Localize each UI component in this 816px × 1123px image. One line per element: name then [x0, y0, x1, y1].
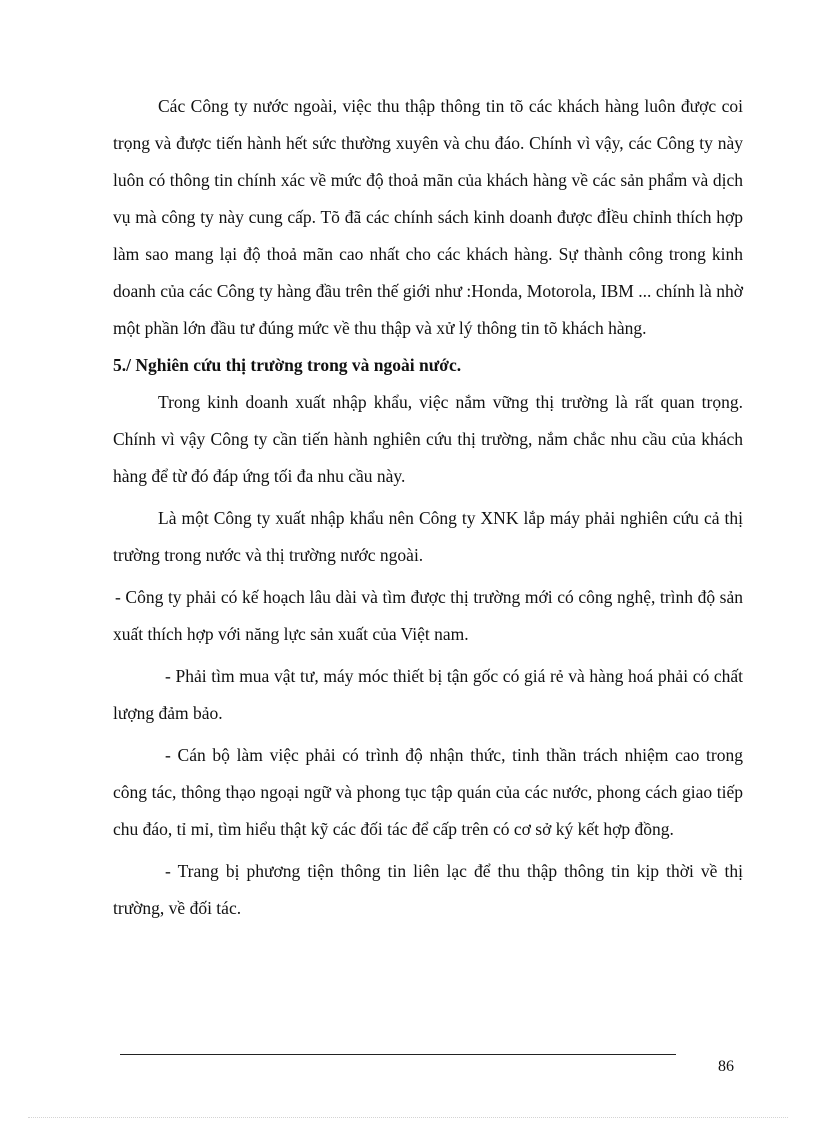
- bullet-long-term-plan: - Công ty phải có kế hoạch lâu dài và tìm được thị trường mới có công nghệ, trình độ sản xuất thích hợp với năng lực sản xuất của Việt nam.: [113, 587, 743, 644]
- page-bottom-border: [28, 1117, 788, 1118]
- bullet-communication-equipment: - Trang bị phương tiện thông tin liên lạc để thu thập thông tin kịp thời về thị trường, về đối tác.: [113, 861, 743, 918]
- paragraph-market-research: Trong kinh doanh xuất nhập khẩu, việc nắm vững thị trường là rất quan trọng. Chính vì vậy Công ty cần tiến hành nghiên cứu thị trường, nắm chắc nhu cầu của khách hàng để từ đó đáp ứng tối đa nhu cầu này.: [113, 392, 743, 486]
- paragraph-domestic-foreign: Là một Công ty xuất nhập khẩu nên Công ty XNK lắp máy phải nghiên cứu cả thị trường trong nước và thị trường nước ngoài.: [113, 508, 743, 565]
- page-number: 86: [718, 1058, 734, 1075]
- page-content: [113, 88, 743, 927]
- section-heading: 5./ Nghiên cứu thị trường trong và ngoài nước.: [113, 355, 462, 375]
- bullet-buy-materials: - Phải tìm mua vật tư, máy móc thiết bị tận gốc có giá rẻ và hàng hoá phải có chất lượng đảm bảo.: [113, 666, 743, 723]
- paragraph-foreign-companies: Các Công ty nước ngoài, việc thu thập thông tin tõ các khách hàng luôn được coi trọng và được tiến hành hết sức thường xuyên và chu đáo. Chính vì vậy, các Công ty này luôn có thông tin chính xác về mức độ thoả mãn của khách hàng về các sản phẩm và dịch vụ mà công ty này cung cấp. Tõ đã các chính sách kinh doanh được đİều chỉnh thích hợp làm sao mang lại độ thoả mãn cao nhất cho các khách hàng. Sự thành công trong kinh doanh của các Công ty hàng đầu trên thế giới như :Honda, Motorola, IBM ... chính là nhờ một phần lớn đầu tư đúng mức về thu thập và xử lý thông tin tõ khách hàng.: [113, 96, 743, 338]
- footer-divider: [120, 1054, 676, 1055]
- bullet-staff-qualification: - Cán bộ làm việc phải có trình độ nhận thức, tinh thần trách nhiệm cao trong công tác, thông thạo ngoại ngữ và phong tục tập quán của các nước, phong cách giao tiếp chu đáo, tỉ mỉ, tìm hiểu thật kỹ các đối tác để cấp trên có cơ sở ký kết hợp đồng.: [113, 745, 743, 839]
